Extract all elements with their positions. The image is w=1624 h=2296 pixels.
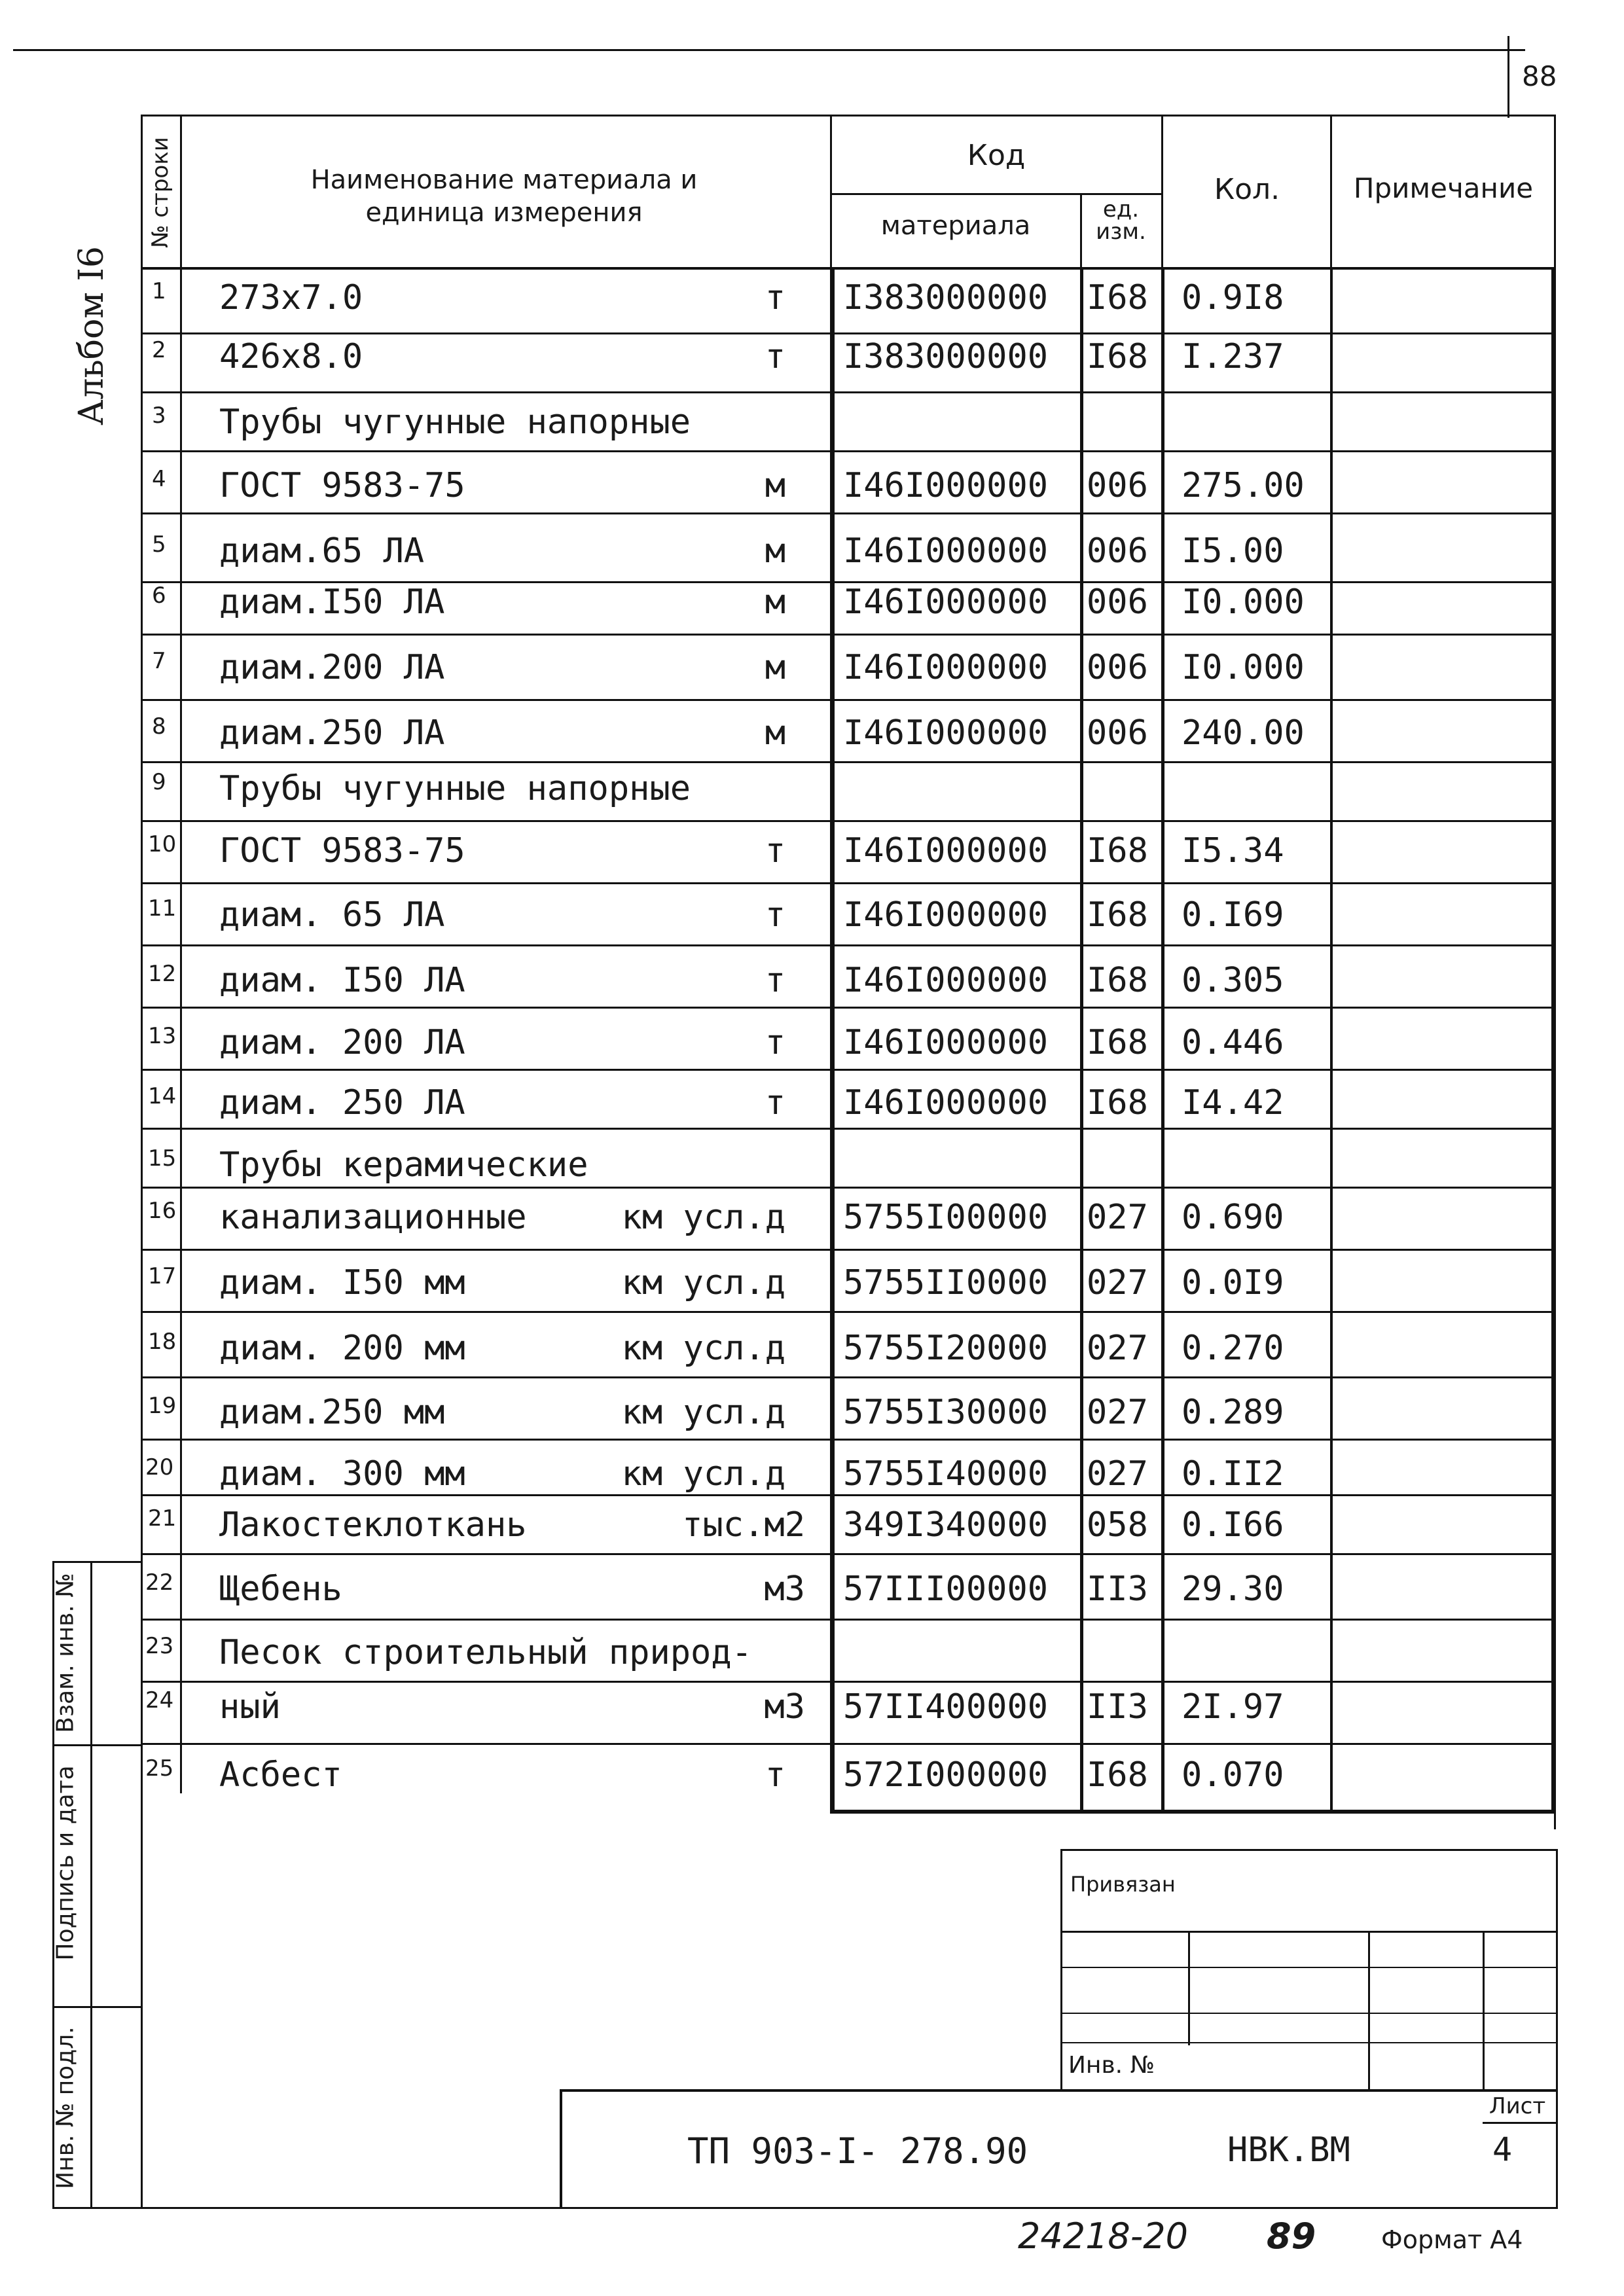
unit-code: 027 (1087, 1198, 1148, 1237)
material-code: 57II400000 (843, 1687, 1049, 1727)
row-number: 23 (145, 1633, 174, 1659)
material-code: I383000000 (843, 278, 1049, 317)
row-number: 3 (152, 403, 166, 429)
unit-code: I68 (1087, 1083, 1148, 1122)
material-name: диам.200 ЛА (219, 648, 445, 687)
quantity: I5.34 (1182, 831, 1284, 870)
row-number: 6 (152, 583, 166, 609)
row-sep (141, 761, 1556, 763)
row-sep (141, 1249, 1556, 1251)
row-sep (141, 391, 1556, 393)
quantity: 275.00 (1182, 466, 1305, 505)
material-code: 572I000000 (843, 1755, 1049, 1795)
material-name: Асбест (219, 1755, 342, 1795)
unit-code: I68 (1087, 895, 1148, 935)
header-bottom-line (141, 267, 1556, 270)
body-bottom-line (830, 1810, 1556, 1814)
material-unit: т (765, 961, 785, 1000)
unit-code: II3 (1087, 1687, 1148, 1727)
material-name: диам. 200 ЛА (219, 1023, 465, 1062)
tb-grid-row-2 (1060, 2013, 1556, 2014)
quantity: 0.0I9 (1182, 1263, 1284, 1302)
header-quantity: Кол. (1214, 173, 1280, 206)
material-unit: т (765, 1083, 785, 1122)
material-unit: тыс.м2 (682, 1505, 805, 1545)
material-unit: т (765, 1755, 785, 1795)
row-sep (141, 450, 1556, 452)
row-number: 12 (148, 961, 177, 987)
material-unit: т (765, 895, 785, 935)
body-col-sep-1 (180, 268, 182, 1793)
material-name: ГОСТ 9583-75 (219, 466, 465, 505)
unit-code: I68 (1087, 1755, 1148, 1795)
unit-code: I68 (1087, 831, 1148, 870)
inv-no-label: Инв. № (1068, 2052, 1155, 2079)
material-unit: км усл.д (621, 1454, 785, 1494)
quantity: 0.070 (1182, 1755, 1284, 1795)
material-unit: км усл.д (621, 1393, 785, 1432)
tb-right (1556, 1849, 1558, 2209)
unit-code: I68 (1087, 1023, 1148, 1062)
quantity: 0.305 (1182, 961, 1284, 1000)
row-sep (141, 820, 1556, 822)
unit-code: 027 (1087, 1393, 1148, 1432)
tb-privyazan-top (1060, 1849, 1556, 1851)
material-name: Трубы керамические (219, 1145, 588, 1185)
quantity: 0.I66 (1182, 1505, 1284, 1545)
row-number: 25 (145, 1755, 174, 1782)
row-number: 11 (148, 895, 177, 922)
row-number: 24 (145, 1687, 174, 1713)
material-code: I46I000000 (843, 713, 1049, 753)
material-name: диам.65 ЛА (219, 531, 425, 571)
quantity: 0.446 (1182, 1023, 1284, 1062)
material-name: диам.250 мм (219, 1393, 445, 1432)
tb-grid-col-3 (1483, 1931, 1485, 2091)
material-code: I383000000 (843, 337, 1049, 376)
body-col-sep-2 (830, 268, 835, 1813)
row-sep (141, 1007, 1556, 1009)
header-col-sep-3 (1080, 193, 1082, 268)
row-number: 2 (152, 337, 166, 363)
row-number: 21 (148, 1505, 177, 1532)
quantity: 0.270 (1182, 1329, 1284, 1368)
row-number: 8 (152, 713, 166, 740)
unit-code: 027 (1087, 1454, 1148, 1494)
tb-grid-top (1060, 1931, 1556, 1933)
header-code-divider (830, 193, 1161, 195)
header-note: Примечание (1353, 172, 1534, 204)
row-number: 4 (152, 466, 166, 492)
page-number: 88 (1522, 60, 1557, 92)
material-code: I46I000000 (843, 583, 1049, 622)
material-unit: м (765, 531, 785, 571)
page-number-box-left (1507, 36, 1509, 118)
material-unit: м (765, 466, 785, 505)
material-name: диам. 300 мм (219, 1454, 465, 1494)
row-sep (141, 1069, 1556, 1071)
header-col-sep-5 (1330, 115, 1332, 268)
material-name: диам. 65 ЛА (219, 895, 445, 935)
row-number: 22 (145, 1570, 174, 1596)
quantity: I.237 (1182, 337, 1284, 376)
material-unit: м3 (764, 1687, 805, 1727)
material-name: Лакостеклоткань (219, 1505, 527, 1545)
quantity: 29.30 (1182, 1570, 1284, 1609)
material-unit: т (765, 278, 785, 317)
material-name: ГОСТ 9583-75 (219, 831, 465, 870)
side-stamp-bottom (52, 2207, 1558, 2209)
quantity: 0.I69 (1182, 895, 1284, 935)
row-sep (141, 1128, 1556, 1130)
header-col-sep-4 (1161, 115, 1163, 268)
unit-code: 006 (1087, 466, 1148, 505)
row-number: 20 (145, 1454, 174, 1480)
header-col-sep-1 (180, 115, 182, 268)
row-sep (141, 1553, 1556, 1555)
quantity: I0.000 (1182, 583, 1305, 622)
header-row-number: № строки (147, 137, 173, 248)
row-sep (141, 1311, 1556, 1313)
header-code-material: материала (880, 211, 1031, 241)
material-code: I46I000000 (843, 831, 1049, 870)
quantity: I0.000 (1182, 648, 1305, 687)
tb-privyazan-left (1060, 1849, 1062, 2091)
unit-code: 058 (1087, 1505, 1148, 1545)
quantity: 2I.97 (1182, 1687, 1284, 1727)
row-number: 5 (152, 531, 166, 558)
row-sep (141, 882, 1556, 884)
row-sep (141, 1494, 1556, 1496)
material-code: 349I340000 (843, 1505, 1049, 1545)
quantity: 0.II2 (1182, 1454, 1284, 1494)
row-sep (141, 1376, 1556, 1378)
tb-main-top (560, 2089, 1558, 2092)
material-code: I46I000000 (843, 1023, 1049, 1062)
material-code: 57III00000 (843, 1570, 1049, 1609)
unit-code: 006 (1087, 583, 1148, 622)
unit-code: II3 (1087, 1570, 1148, 1609)
tb-grid-col-1 (1188, 1931, 1190, 2045)
body-col-sep-3 (1080, 268, 1083, 1813)
material-name: диам. 200 мм (219, 1329, 465, 1368)
side-stamp-sep-2 (52, 2006, 143, 2008)
row-number: 10 (148, 831, 177, 857)
row-number: 14 (148, 1083, 177, 1109)
material-name: канализационные (219, 1198, 527, 1237)
unit-code: 006 (1087, 531, 1148, 571)
row-number: 18 (148, 1329, 177, 1355)
quantity: I5.00 (1182, 531, 1284, 571)
side-stamp-sep-top (52, 1561, 143, 1563)
stamp-inv-podl: Инв. № подл. (52, 2026, 79, 2189)
sheet-label: Лист (1489, 2093, 1546, 2119)
unit-code: 027 (1087, 1263, 1148, 1302)
row-number: 7 (152, 648, 166, 674)
stamp-number: 24218-20 (1018, 2215, 1188, 2257)
unit-code: 027 (1087, 1329, 1148, 1368)
material-code: 5755I20000 (843, 1329, 1049, 1368)
material-unit: м (765, 583, 785, 622)
row-sep (141, 1743, 1556, 1745)
row-sep (141, 1619, 1556, 1621)
material-name: Щебень (219, 1570, 342, 1609)
material-code: 5755I30000 (843, 1393, 1049, 1432)
sheet-number: 4 (1492, 2130, 1513, 2168)
format-label: Формат А4 (1381, 2225, 1523, 2254)
row-sep (141, 944, 1556, 946)
material-code: I46I000000 (843, 531, 1049, 571)
material-name: Трубы чугунные напорные (219, 403, 691, 442)
header-code: Код (967, 139, 1026, 172)
quantity: 240.00 (1182, 713, 1305, 753)
designation: ТП 903-I- 278.90 (687, 2130, 1028, 2172)
frame-left (141, 115, 143, 2209)
material-name: ный (219, 1687, 281, 1727)
material-name: диам. 250 ЛА (219, 1083, 465, 1122)
material-code: 5755I40000 (843, 1454, 1049, 1494)
row-sep (141, 1681, 1556, 1683)
material-name: 426x8.0 (219, 337, 363, 376)
material-code: I46I000000 (843, 895, 1049, 935)
material-unit: м3 (764, 1570, 805, 1609)
material-code: 5755I00000 (843, 1198, 1049, 1237)
material-unit: т (765, 1023, 785, 1062)
document-code: НВК.ВМ (1227, 2130, 1350, 2170)
quantity: I4.42 (1182, 1083, 1284, 1122)
unit-code: I68 (1087, 961, 1148, 1000)
row-sep (141, 634, 1556, 636)
material-unit: т (765, 337, 785, 376)
row-sep (141, 332, 1556, 334)
material-unit: км усл.д (621, 1329, 785, 1368)
material-code: I46I000000 (843, 466, 1049, 505)
row-sep (141, 699, 1556, 701)
body-col-sep-5 (1330, 268, 1333, 1813)
header-name: Наименование материала и единица измерения (310, 165, 698, 228)
row-sep (141, 512, 1556, 514)
material-unit: км усл.д (621, 1198, 785, 1237)
tb-sheet-sep (1483, 2122, 1556, 2124)
tb-main-left (560, 2089, 562, 2209)
row-number: 15 (148, 1145, 177, 1172)
quantity: 0.9I8 (1182, 278, 1284, 317)
material-unit: т (765, 831, 785, 870)
material-name: Песок строительный природ- (219, 1633, 752, 1672)
material-unit: м (765, 648, 785, 687)
material-code: I46I000000 (843, 1083, 1049, 1122)
header-code-unit: ед. изм. (1096, 196, 1146, 245)
material-name: Трубы чугунные напорные (219, 769, 691, 808)
row-number: 16 (148, 1198, 177, 1224)
material-code: I46I000000 (843, 648, 1049, 687)
unit-code: 006 (1087, 648, 1148, 687)
quantity: 0.289 (1182, 1393, 1284, 1432)
material-name: диам.I50 ЛА (219, 583, 445, 622)
top-border-line (13, 49, 1525, 51)
material-unit: км усл.д (621, 1263, 785, 1302)
frame-top (141, 115, 1556, 117)
material-code: I46I000000 (843, 961, 1049, 1000)
material-name: диам. I50 мм (219, 1263, 465, 1302)
body-col-sep-6 (1551, 268, 1556, 1813)
material-name: 273x7.0 (219, 278, 363, 317)
tb-grid-row-1 (1060, 1967, 1556, 1968)
row-sep (141, 1187, 1556, 1189)
body-col-sep-4 (1161, 268, 1164, 1813)
side-stamp-sep-1 (52, 1744, 143, 1746)
unit-code: I68 (1087, 278, 1148, 317)
quantity: 0.690 (1182, 1198, 1284, 1237)
stamp-podpis-data: Подпись и дата (52, 1765, 79, 1961)
row-sep (141, 1439, 1556, 1441)
album-label: Альбом I6 (72, 246, 111, 425)
stamp-vzam-inv: Взам. инв. № (52, 1573, 79, 1733)
row-number: 1 (152, 278, 166, 304)
material-unit: м (765, 713, 785, 753)
privyazan-label: Привязан (1070, 1872, 1176, 1897)
material-code: 5755II0000 (843, 1263, 1049, 1302)
unit-code: 006 (1087, 713, 1148, 753)
material-name: диам.250 ЛА (219, 713, 445, 753)
row-number: 17 (148, 1263, 177, 1289)
side-stamp-mid-col (90, 1561, 92, 2209)
material-name: диам. I50 ЛА (219, 961, 465, 1000)
row-number: 13 (148, 1023, 177, 1049)
tb-grid-row-3 (1060, 2042, 1556, 2043)
unit-code: I68 (1087, 337, 1148, 376)
tb-grid-col-2 (1368, 1931, 1370, 2091)
handwritten-page: 89 (1267, 2215, 1316, 2257)
row-number: 9 (152, 769, 166, 795)
row-number: 19 (148, 1393, 177, 1419)
